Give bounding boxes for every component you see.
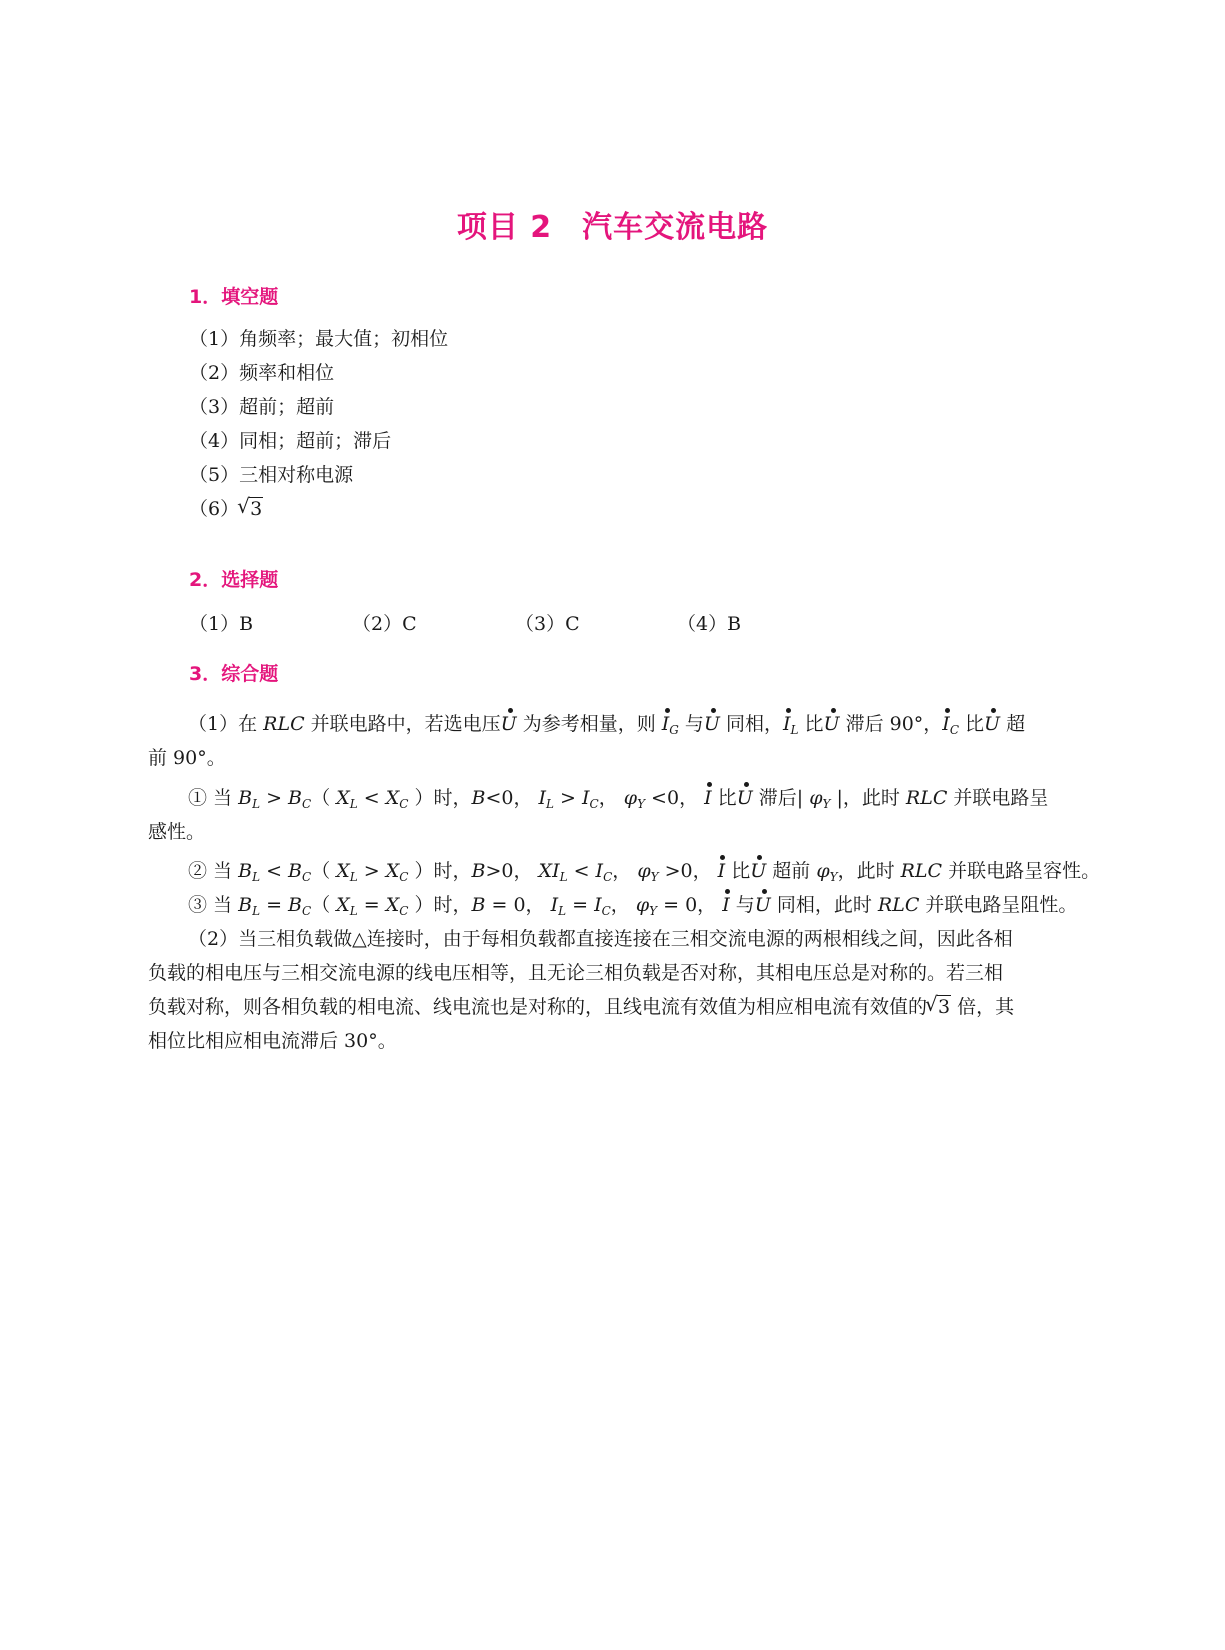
sqrt-symbol: √ 3 (239, 497, 263, 521)
comprehensive-case3: ③ 当 $B_L = B_C$（ $X_L = X_C$ ）时，B = 0， $I_L = I_C$， $\varphi_Y = 0$， I 与U 同相，此时 RLC 并联电路呈阻性。 (188, 894, 1078, 918)
fill-answer-4: （4）同相；超前；滞后 (189, 430, 392, 452)
comprehensive-p2-line2: 负载的相电压与三相交流电源的线电压相等，且无论三相负载是否对称，其相电压总是对称的。若三相 (148, 962, 1004, 984)
comprehensive-case1-line1: ① 当 $B_L > B_C$（ $X_L < X_C$ ）时，B<0， $I_L > I_C$， $\varphi_Y <0$， I 比U 滞后| $\varphi_Y$ |，此时 RLC 并联电路呈 (188, 787, 1049, 811)
section-comprehensive-heading: 3．综合题 (189, 663, 279, 685)
comprehensive-case1-line2: 感性。 (148, 821, 206, 843)
comprehensive-p2-line4: 相位比相应相电流滞后 30°。 (148, 1030, 397, 1052)
section-choice-heading: 2．选择题 (189, 569, 279, 591)
title-project: 项目 2 (456, 210, 553, 245)
choice-answer-4: （4）B (677, 613, 742, 635)
fill-answer-5: （5）三相对称电源 (189, 464, 354, 486)
comprehensive-p1-line2: 前 90°。 (148, 747, 226, 769)
sqrt-symbol: √ 3 (927, 995, 951, 1019)
choice-answer-1: （1）B (189, 613, 254, 635)
choice-answer-3: （3）C (515, 613, 580, 635)
fill-answer-1: （1）角频率；最大值；初相位 (189, 328, 449, 350)
page-title (0, 202, 1225, 246)
fill-answer-2: （2）频率和相位 (189, 362, 335, 384)
title-name: 汽车交流电路 (582, 210, 769, 245)
comprehensive-p2-line1: （2）当三相负载做△连接时，由于每相负载都直接连接在三相交流电源的两根相线之间，因此各相 (188, 928, 1013, 950)
section-fill-heading: 1．填空题 (189, 286, 279, 308)
comprehensive-case2: ② 当 $B_L < B_C$（ $X_L > X_C$ ）时，B>0， $XI_L < I_C$， $\varphi_Y >0$， I 比U 超前 $\varphi_Y$，此时 RLC 并联电路呈容性。 (188, 860, 1101, 884)
fill-answer-6: （6）√ 3 (189, 497, 263, 521)
comprehensive-p2-line3: 负载对称，则各相负载的相电流、线电流也是对称的，且线电流有效值为相应相电流有效值的√ 3 倍，其 (148, 995, 1106, 1019)
choice-answer-2: （2）C (352, 613, 417, 635)
fill-answer-3: （3）超前；超前 (189, 396, 335, 418)
comprehensive-p1-line1: （1）在 RLC 并联电路中，若选电压U 为参考相量，则 $I_G$ 与U 同相，$I_L$ 比U 滞后 90°，$I_C$ 比U 超 (188, 713, 1026, 737)
